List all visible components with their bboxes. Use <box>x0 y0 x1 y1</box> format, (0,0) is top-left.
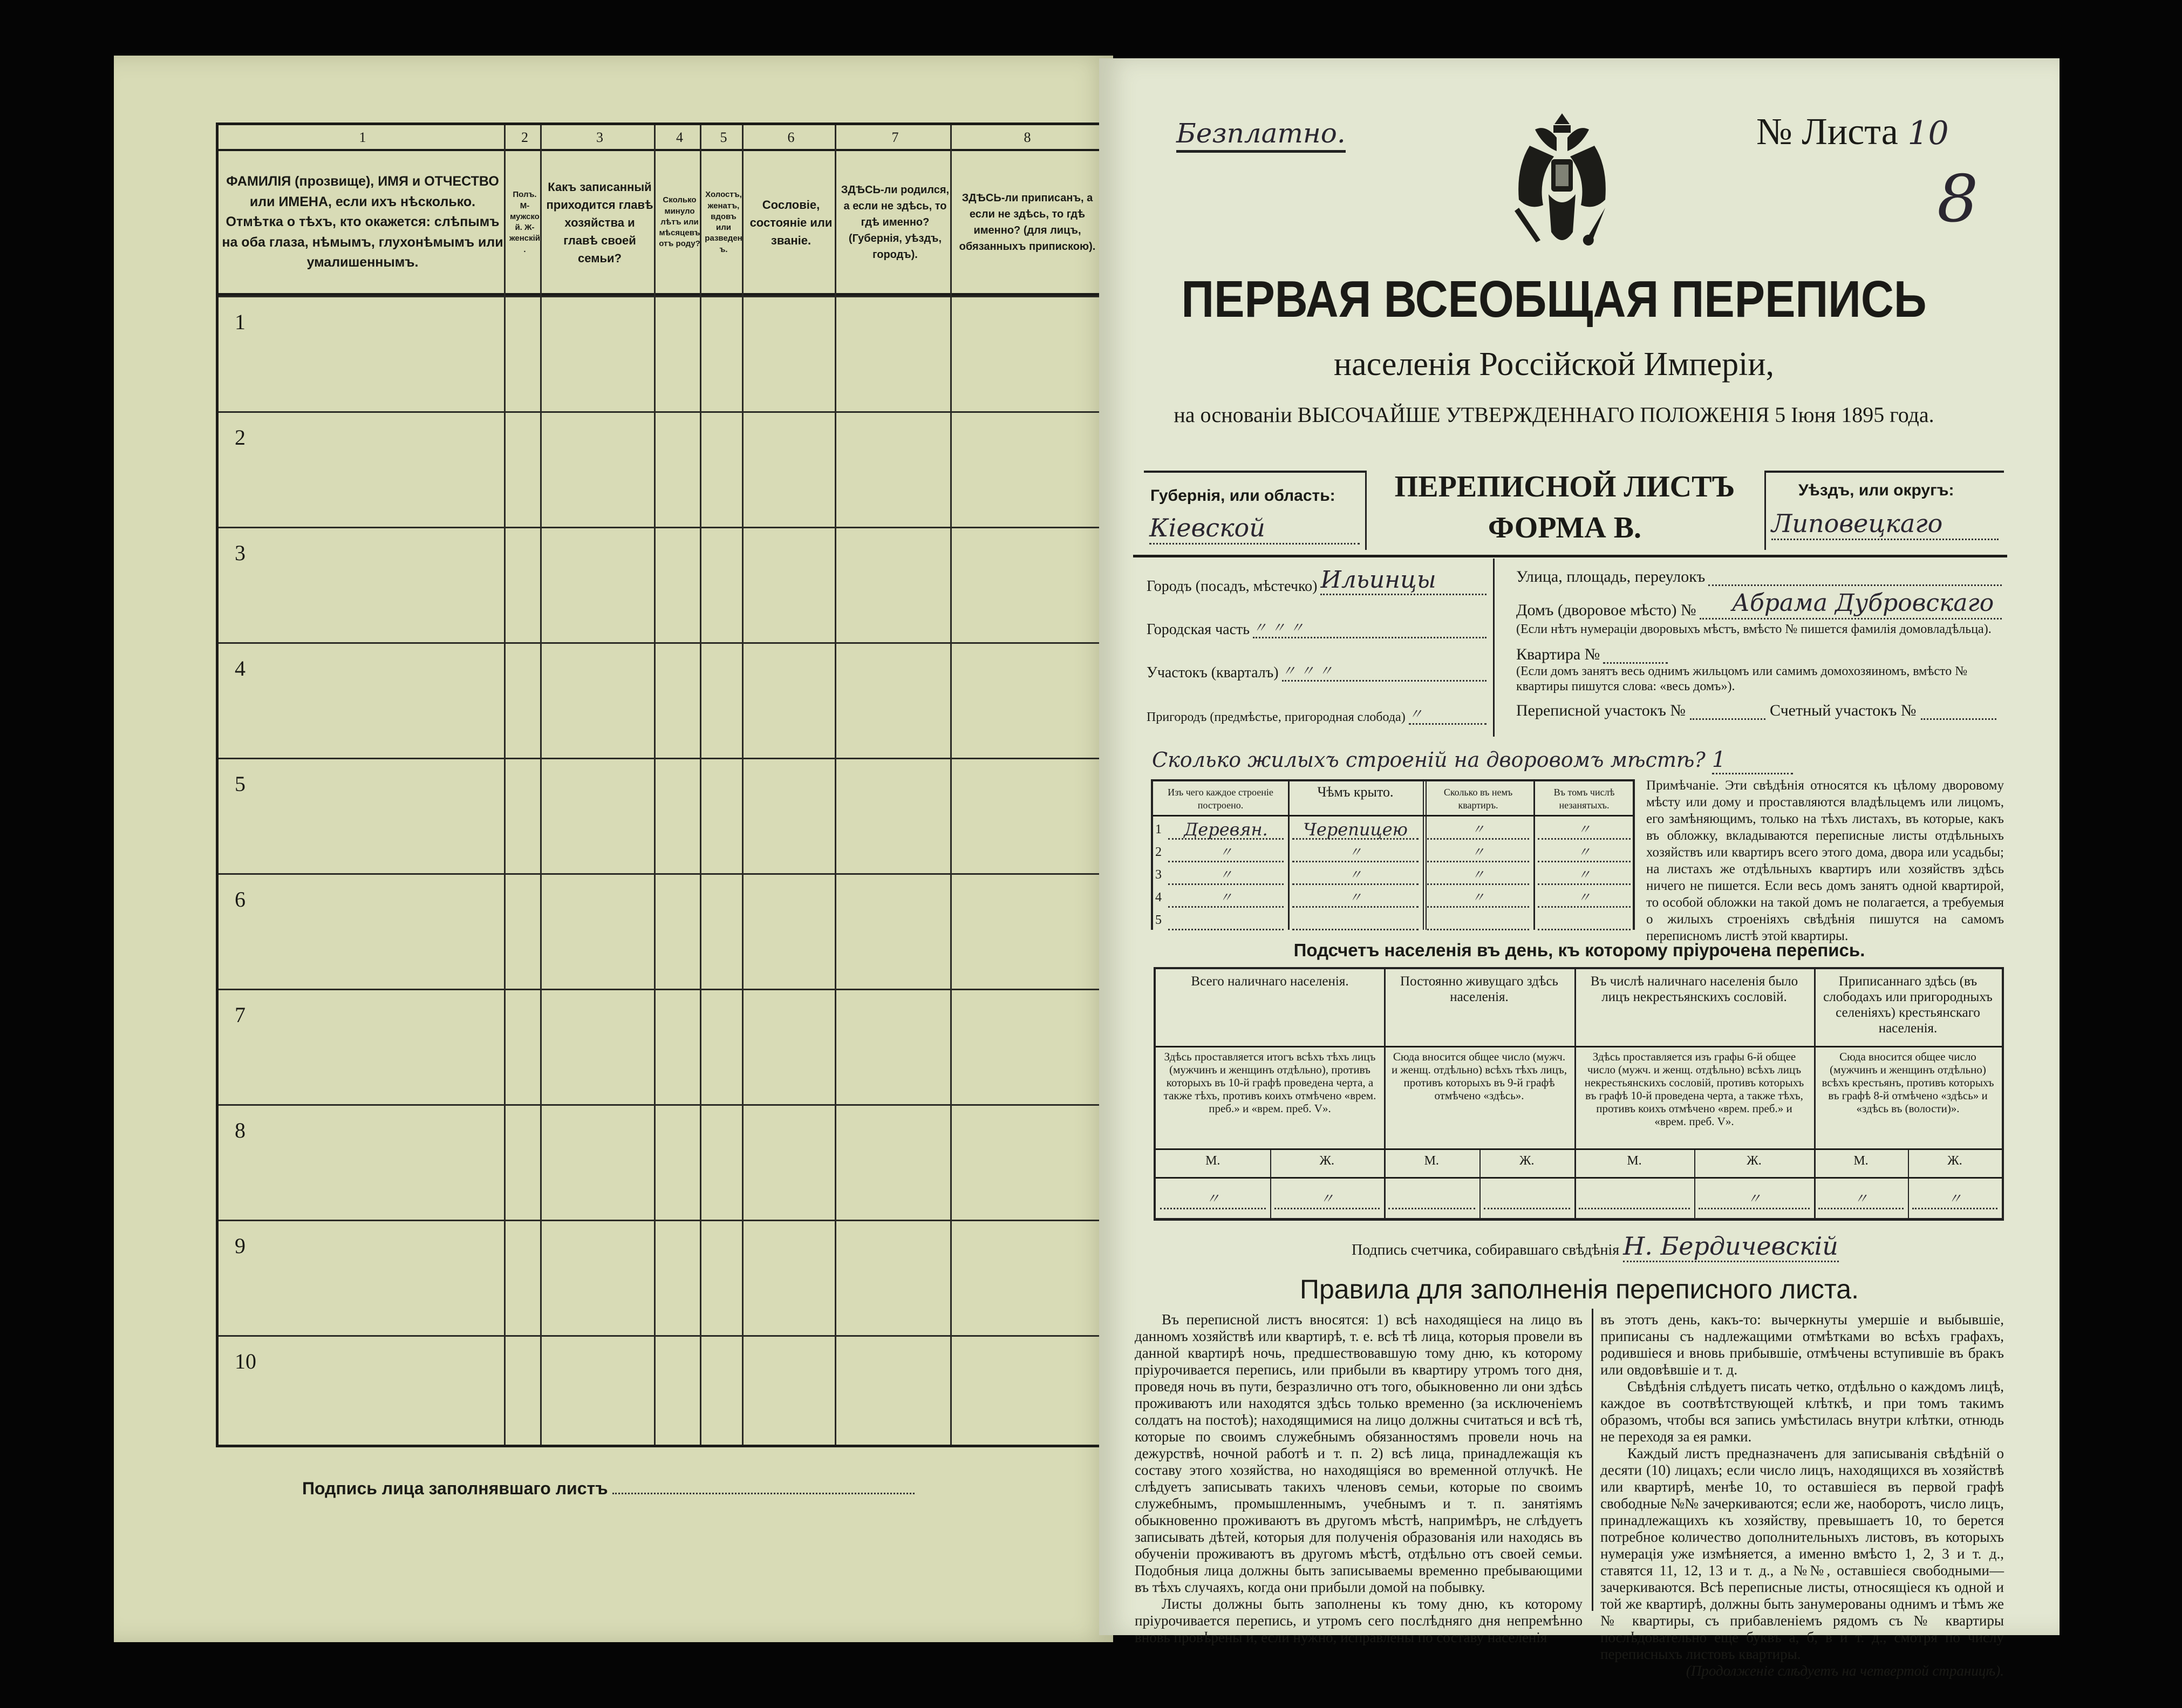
column-number: 5 <box>720 130 727 145</box>
house-note: (Если нѣтъ нумераціи дворовыхъ мѣстъ, вмѣсто № пишется фамилія домовладѣльца). <box>1516 622 1992 636</box>
count-column-title: Всего наличнаго населенія. <box>1191 974 1349 989</box>
street-field[interactable] <box>1708 584 2002 586</box>
address-label: Пригородъ (предмѣстье, пригородная слобода) <box>1147 710 1406 724</box>
district-box <box>1764 471 2004 550</box>
apartment-row <box>1516 641 2002 664</box>
address-field[interactable]: 〃 〃 〃 <box>1282 660 1487 682</box>
row-number: 10 <box>235 1349 256 1373</box>
mf-divider <box>1479 1148 1481 1218</box>
buildings-cell[interactable]: Черепицею <box>1292 819 1419 840</box>
rules-paragraph: Каждый листъ предназначенъ для записыванія свѣдѣній о десяти (10) лицахъ; если число лицъ, находящихся въ хозяйствѣ или квартирѣ, менѣе 10, то оставшіеся въ первой графѣ свободные №№ зачеркиваются; если же, наоборотъ, число лицъ, принадлежащихъ къ хозяйству, превышаетъ 10, то берется потребное количество дополнительныхъ листовъ, въ которыхъ нумерація уже измѣняется, а именно вмѣсто 1, 2, 3 и т. д., ставятся 11, 12, 13 и т. д., а №№, оставшіеся свободными—зачеркиваются. Всѣ переписные листы, относящіеся къ одной и той же квартирѣ, должны быть занумерованы однимъ и тѣмъ же № квартиры, съ прибавленіемъ рядомъ съ № квартиры послѣдовательно еще буквъ а, б, в и т. д., смотря по числу переписныхъ листовъ квартиры. <box>1600 1445 2004 1662</box>
buildings-cell[interactable]: 〃 <box>1538 819 1631 840</box>
column-rule <box>1288 781 1290 930</box>
enumerator-signature-row <box>1352 1231 1839 1262</box>
table-row[interactable] <box>219 758 1099 875</box>
buildings-answer-field[interactable]: 1 <box>1712 747 1793 774</box>
female-header: Ж. <box>1519 1154 1535 1168</box>
column-number: 7 <box>891 130 899 145</box>
desc-rule <box>1156 1148 2002 1150</box>
male-header: М. <box>1205 1154 1220 1168</box>
house-row <box>1516 589 2002 620</box>
buildings-question <box>1152 747 1793 774</box>
address-row <box>1147 644 1487 682</box>
rules-paragraph: въ этотъ день, какъ-то: вычеркнуты умершіе и выбывшіе, приписаны съ надлежащими отмѣтками во всѣхъ графахъ, родившіеся и вновь прибывшіе, отмѣчены вступившіе въ бракъ или овдовѣвшіе и т. д. <box>1600 1311 2004 1378</box>
title-rule <box>1156 1046 2002 1047</box>
census-district-label: Переписной участокъ № <box>1516 702 1686 719</box>
row-number: 4 <box>1155 890 1162 904</box>
column-number: 8 <box>1024 130 1031 145</box>
male-count-field[interactable]: 〃 <box>1818 1188 1904 1209</box>
sheet-number-extra: 8 <box>1937 162 1979 237</box>
header-rule <box>1153 815 1633 816</box>
rules-paragraph: Въ переписной листъ вносятся: 1) всѣ находящіеся на лицо въ данномъ хозяйствѣ или квартирѣ, т. е. всѣ тѣ лица, которыя провели въ данной квартирѣ ночь, предшествовавшую тому дню, къ которому пріурочивается перепись, или прибыли въ квартиру утромъ того дня, проведя ночь въ пути, безразлично отъ того, обыкновенно ли они здѣсь проживаютъ или находятся здѣсь только временно (за исключеніемъ солдатъ на постоѣ); находящимися на лицо должны считаться и всѣ тѣ, которые по своимъ служебнымъ обязанностямъ провели ночь на дежурствѣ, ночной работѣ и т. п. 2) всѣ лица, принадлежащія къ составу этого хозяйства, но находящіяся во временной отлучкѣ. Не слѣдуетъ записывать такихъ членовъ семьи, которые по своимъ служебнымъ, промышленнымъ, учебнымъ и т. п. занятіямъ обыкновенно проживаютъ въ другомъ мѣстѣ, напримѣръ, не слѣдуетъ записывать дѣтей, которыя для полученія образованія или находясь въ обученіи проживаютъ въ другомъ мѣстѣ, отдѣльно отъ своей семьи. Подобныя лица должны быть записываемы временно пребывающими въ тѣхъ случаяхъ, когда они прибыли домой на побывку. <box>1135 1311 1583 1595</box>
female-count-field[interactable]: 〃 <box>1274 1188 1380 1209</box>
form-name: ФОРМА В. <box>1488 511 1642 545</box>
street-label: Улица, площадь, переулокъ <box>1516 568 1706 586</box>
male-count-field[interactable] <box>1388 1188 1475 1209</box>
mf-divider <box>1270 1148 1271 1218</box>
female-header: Ж. <box>1747 1154 1762 1168</box>
count-column-title: Въ числѣ наличнаго населенія было лицъ некрестьянскихъ сословій. <box>1590 974 1798 1004</box>
buildings-cell[interactable]: 〃 <box>1168 865 1284 885</box>
female-header: Ж. <box>1947 1154 1962 1168</box>
column-header: Холостъ, женатъ, вдовъ или разведенъ. <box>705 190 742 254</box>
address-row <box>1147 601 1487 638</box>
buildings-cell[interactable] <box>1427 910 1529 930</box>
form-heading <box>1370 469 1759 545</box>
count-column-title: Приписаннаго здѣсь (въ слободахъ или пригородныхъ селеніяхъ) крестьянскаго населенія. <box>1823 974 1993 1036</box>
row-number: 8 <box>235 1118 246 1142</box>
province-box <box>1144 471 1367 550</box>
enumerator-signature-label: Подпись счетчика, собиравшаго свѣдѣнія <box>1352 1242 1620 1258</box>
female-header: Ж. <box>1319 1154 1334 1168</box>
province-field[interactable]: Кіевской <box>1149 513 1360 545</box>
buildings-cell[interactable] <box>1168 910 1284 930</box>
count-district-label: Счетный участокъ № <box>1769 702 1917 719</box>
rules-continuation: (Продолженіе слѣдуетъ на четвертой страницѣ). <box>1686 1663 2004 1679</box>
buildings-cell[interactable] <box>1292 910 1419 930</box>
buildings-cell[interactable] <box>1538 910 1631 930</box>
buildings-column-header: Сколько въ немъ квартиръ. <box>1443 787 1513 811</box>
row-number: 1 <box>1155 822 1162 836</box>
column-number: 1 <box>359 130 366 145</box>
count-heading: Подсчетъ населенія въ день, къ которому пріурочена перепись. <box>1293 940 1865 960</box>
female-count-field[interactable]: 〃 <box>1912 1188 1997 1209</box>
column-header: Сколько минуло лѣтъ или мѣсяцевъ отъ роду? <box>659 195 700 249</box>
buildings-cell[interactable]: 〃 <box>1292 842 1419 862</box>
mf-divider <box>1908 1148 1909 1218</box>
district-field[interactable]: Липовецкаго <box>1771 508 1999 540</box>
row-number: 3 <box>235 541 246 565</box>
column-header: ФАМИЛІЯ (прозвище), ИМЯ и ОТЧЕСТВО или ИМЕНА, если ихъ нѣсколько. Отмѣтка о тѣхъ, кто окажется: слѣпымъ на оба глаза, нѣмымъ, глухонѣмымъ или умалишеннымъ. <box>222 174 503 270</box>
household-table <box>216 123 1099 1447</box>
male-count-field[interactable] <box>1579 1188 1690 1209</box>
buildings-cell[interactable]: 〃 <box>1538 865 1631 885</box>
column-header: ЗДѢСЬ-ли родился, а если не здѣсь, то гдѣ именно? (Губернія, уѣздъ, городъ). <box>841 184 950 261</box>
female-count-field[interactable] <box>1484 1188 1571 1209</box>
column-header: Какъ записанный приходится главѣ хозяйства и главѣ своей семьи? <box>546 180 653 265</box>
row-number: 5 <box>235 772 246 796</box>
row-number: 5 <box>1155 913 1162 927</box>
buildings-cell[interactable]: 〃 <box>1427 887 1529 908</box>
page-subtitle: населенія Россійской Имперіи, <box>1333 346 1775 383</box>
count-column-description: Здѣсь проставляется итогъ всѣхъ тѣхъ лицъ (мужчинъ и женщинъ отдѣльно), противъ которыхъ въ 10-й графѣ проведена черта, а также тѣхъ, противъ коихъ отмѣчено «врем. преб.» и «врем. преб. V». <box>1163 1050 1376 1115</box>
street-row <box>1516 561 2002 586</box>
header-divider <box>219 149 1099 151</box>
free-label: Безплатно. <box>1176 118 1346 153</box>
table-row[interactable] <box>219 1335 1099 1452</box>
rules-paragraph: Листы должны быть заполнены къ тому дню, къ которому пріурочивается перепись, и утромъ сего послѣдняго дня непремѣнно вновь провѣрены и, если нужно, исправлены по составу населенія <box>1135 1596 1583 1645</box>
column-number: 3 <box>596 130 603 145</box>
column-number: 6 <box>787 130 795 145</box>
female-count-field[interactable]: 〃 <box>1699 1188 1810 1209</box>
address-row <box>1147 564 1487 595</box>
buildings-cell[interactable]: 〃 <box>1168 842 1284 862</box>
table-row[interactable] <box>219 1104 1099 1221</box>
row-number: 1 <box>235 310 246 334</box>
buildings-column-header: Въ томъ числѣ незанятыхъ. <box>1553 787 1615 811</box>
imperial-eagle-icon <box>1497 108 1627 254</box>
buildings-cell[interactable]: 〃 <box>1292 865 1419 885</box>
row-number: 4 <box>235 656 246 681</box>
buildings-cell[interactable]: Деревян. <box>1168 819 1284 840</box>
table-row[interactable] <box>219 873 1099 990</box>
count-district-field[interactable] <box>1921 718 1996 720</box>
count-column-description: Сюда вносится общее число (мужчинъ и женщинъ отдѣльно) всѣхъ крестьянъ, противъ которыхъ въ графѣ 8-й отмѣчено «здѣсь» и «здѣсь въ (волости)». <box>1822 1050 1994 1115</box>
form-title: ПЕРЕПИСНОЙ ЛИСТЪ <box>1394 470 1735 503</box>
sheet-number-value[interactable]: 10 <box>1907 114 1949 152</box>
address-field[interactable]: 〃 <box>1409 703 1487 725</box>
male-header: М. <box>1424 1154 1439 1168</box>
column-header: ЗДѢСЬ-ли приписанъ, а если не здѣсь, то гдѣ именно? (для лицъ, обязанныхъ припискою). <box>959 192 1096 253</box>
table-row[interactable] <box>219 1220 1099 1337</box>
address-label: Городъ (посадъ, мѣстечко) <box>1147 578 1318 595</box>
row-number: 6 <box>235 887 246 911</box>
house-label: Домъ (дворовое мѣсто) № <box>1516 601 1696 619</box>
table-row[interactable] <box>219 989 1099 1106</box>
mf-divider <box>1694 1148 1695 1218</box>
column-number: 2 <box>521 130 528 145</box>
mf-rule <box>1156 1177 2002 1179</box>
rules-right-column <box>1600 1311 2004 1679</box>
row-number: 2 <box>235 425 246 450</box>
filler-signature-line[interactable] <box>612 1493 915 1494</box>
districts-row <box>1516 698 2002 720</box>
buildings-cell[interactable]: 〃 <box>1168 887 1284 908</box>
row-number: 9 <box>235 1234 246 1258</box>
rules-left-column <box>1135 1311 1583 1645</box>
row-number: 7 <box>235 1003 246 1027</box>
sheet-number-label: № Листа <box>1756 111 1898 153</box>
count-column-description: Здѣсь проставляется изъ графы 6-й общее число (мужч. и женщ. отдѣльно) всѣхъ лицъ некрестьянскихъ сословій, противъ которыхъ въ графѣ 10-й проведена черта, а также тѣхъ, противъ коихъ отмѣчено «врем. преб.» и «врем. преб. V». <box>1584 1050 1804 1128</box>
section-rule <box>1133 555 2007 557</box>
buildings-cell[interactable]: 〃 <box>1292 887 1419 908</box>
column-header: Сословіе, состояніе или званіе. <box>749 198 833 247</box>
filler-signature-label <box>302 1479 915 1499</box>
buildings-cell[interactable]: 〃 <box>1427 842 1529 862</box>
table-row[interactable] <box>219 411 1099 528</box>
table-row[interactable] <box>219 527 1099 644</box>
column-number: 4 <box>676 130 683 145</box>
buildings-cell[interactable]: 〃 <box>1427 865 1529 885</box>
address-right <box>1516 561 2002 720</box>
buildings-note: Примѣчаніе. Эти свѣдѣнія относятся къ цѣлому дворовому мѣсту или дому и проставляются владѣльцемъ или лицомъ, его замѣняющимъ, только на тѣхъ листахъ, въ которые, какъ въ обложку, вкладываются переписные листы отдѣльныхъ хозяйствъ или квартиръ всего этого дома, двора или усадьбы; на листахъ же отдѣльныхъ квартиръ или хозяйствъ здѣсь ничего не пишется. Если весь домъ занятъ одной квартирой, то особой обложки на такой домъ не полагается, а требуемыя о жилыхъ строеніяхъ свѣдѣнія пишутся на самомъ переписномъ листѣ этой квартиры. <box>1646 778 2004 943</box>
rules-heading: Правила для заполненія переписного листа. <box>1300 1274 1859 1304</box>
sheet-number <box>1756 111 1949 154</box>
district-label: Уѣздъ, или округъ: <box>1798 481 1954 499</box>
address-label: Городская часть <box>1147 621 1250 638</box>
legal-basis: на основаніи ВЫСОЧАЙШЕ УТВЕРЖДЕННАГО ПОЛОЖЕНІЯ 5 Іюня 1895 года. <box>1174 403 1934 427</box>
address-row <box>1147 687 1487 725</box>
count-column-description: Сюда вносится общее число (мужч. и женщ. отдѣльно) всѣхъ тѣхъ лицъ, противъ которыхъ въ 9-й графѣ отмѣчено «здѣсь». <box>1392 1050 1567 1102</box>
apartment-note: (Если домъ занятъ весь однимъ жильцомъ или самимъ домохозяиномъ, вмѣсто № квартиры пишутся слова: «весь домъ»). <box>1516 664 1968 693</box>
address-field[interactable]: 〃 〃 〃 <box>1253 617 1487 638</box>
apartment-label: Квартира № <box>1516 645 1600 663</box>
address-label: Участокъ (кварталъ) <box>1147 664 1279 681</box>
address-field[interactable]: Ильинцы <box>1320 566 1487 595</box>
census-district-field[interactable] <box>1690 718 1765 720</box>
buildings-cell[interactable]: 〃 <box>1427 819 1529 840</box>
population-count-table <box>1154 967 2004 1221</box>
province-label: Губернія, или область: <box>1150 487 1335 505</box>
address-left <box>1147 564 1487 730</box>
house-field[interactable]: Абрама Дубровскаго <box>1700 589 2002 620</box>
column-header: Полъ. М-мужской. Ж-женскій. <box>509 190 541 254</box>
table-row[interactable] <box>219 296 1099 413</box>
row-number: 3 <box>1155 868 1162 882</box>
buildings-cell[interactable]: 〃 <box>1538 887 1631 908</box>
male-header: М. <box>1853 1154 1869 1168</box>
rules-paragraph: Свѣдѣнія слѣдуетъ писать четко, отдѣльно о каждомъ лицѣ, каждое въ соотвѣтствующей клѣткѣ, и при томъ такимъ образомъ, чтобы вся запись умѣстилась внутри клѣтки, отнюдь не переходя за ея рамки. <box>1600 1378 2004 1445</box>
buildings-question-text: Сколько жилыхъ строеній на дворовомъ мѣстѣ? <box>1152 748 1706 772</box>
address-divider <box>1493 559 1495 737</box>
male-count-field[interactable]: 〃 <box>1160 1188 1266 1209</box>
row-number: 2 <box>1155 845 1162 859</box>
enumerator-signature-field[interactable]: Н. Бердичевскій <box>1623 1231 1839 1262</box>
filler-signature-text: Подпись лица заполнявшаго листъ <box>302 1479 608 1498</box>
table-row[interactable] <box>219 642 1099 759</box>
buildings-column-header: Изъ чего каждое строеніе построено. <box>1168 787 1273 811</box>
buildings-table <box>1151 779 1635 930</box>
rules-divider <box>1592 1309 1593 1611</box>
page-title: ПЕРВАЯ ВСЕОБЩАЯ ПЕРЕПИСЬ <box>1181 270 1927 328</box>
buildings-column-header: Чѣмъ крыто. <box>1317 784 1394 800</box>
buildings-cell[interactable]: 〃 <box>1538 842 1631 862</box>
male-header: М. <box>1627 1154 1642 1168</box>
count-column-title: Постоянно живущаго здѣсь населенія. <box>1400 974 1558 1004</box>
